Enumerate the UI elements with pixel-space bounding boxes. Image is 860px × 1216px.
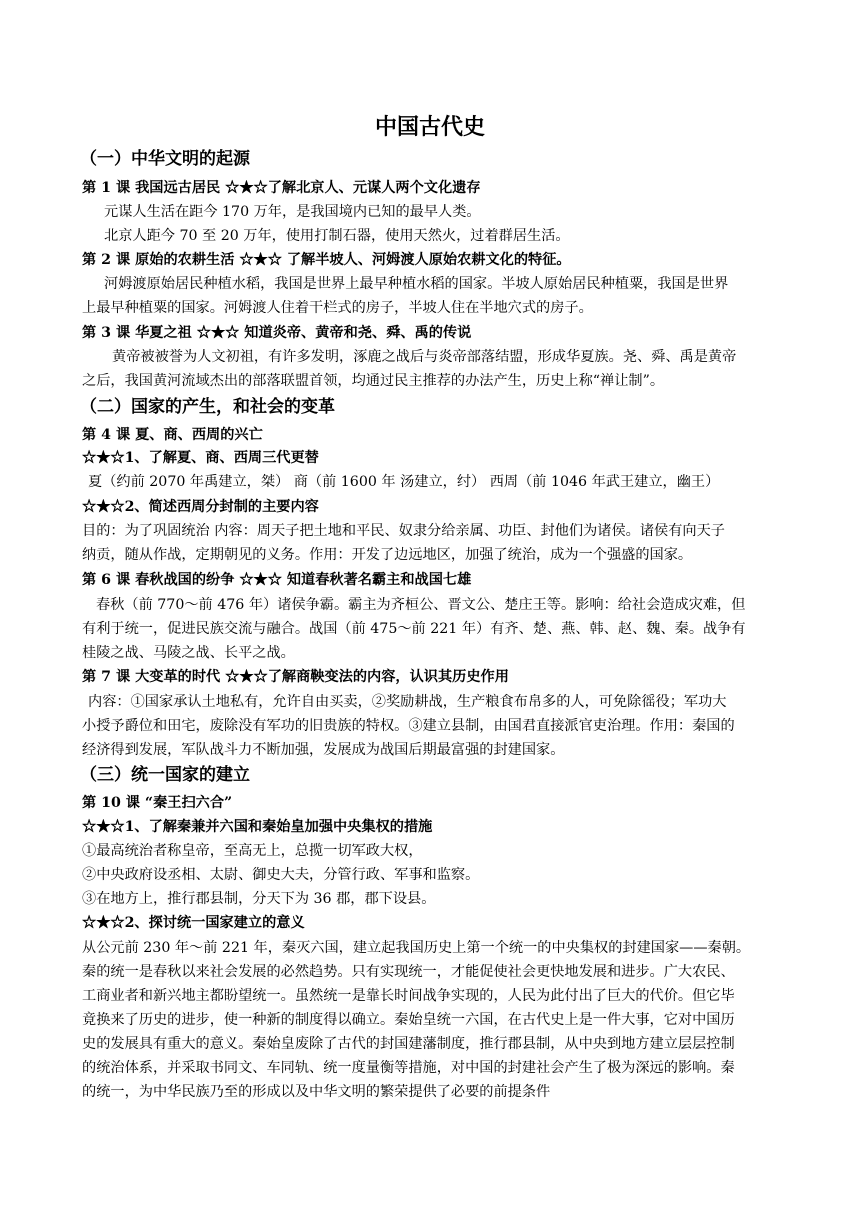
- paragraph-line: 上最早种植粟的国家。河姆渡人住着干栏式的房子，半坡人住在半地穴式的房子。: [82, 300, 593, 316]
- lesson-heading: 第 2 课 原始的农耕生活 ☆★☆ 了解半坡人、河姆渡人原始农耕文化的特征。: [82, 252, 571, 268]
- topic-heading: ☆★☆2、简述西周分封制的主要内容: [82, 499, 319, 515]
- list-item: ②中央政府设丞相、太尉、御史大夫，分管行政、军事和监察。: [82, 867, 480, 883]
- paragraph-line: 的统一，为中华民族乃至的形成以及中华文明的繁荣提供了必要的前提条件: [82, 1084, 551, 1100]
- paragraph-line: 春秋（前 770～前 476 年）诸侯争霸。霸主为齐桓公、晋文公、楚庄王等。影响：给社会造成灾难，但: [96, 597, 746, 613]
- paragraph-line: 史的发展具有重大的意义。秦始皇废除了古代的封国建藩制度，推行郡县制，从中央到地方建立层层控制: [82, 1036, 735, 1052]
- paragraph-line: 小授予爵位和田宅，废除没有军功的旧贵族的特权。③建立县制，由国君直接派官吏治理。作用：秦国的: [82, 718, 735, 734]
- paragraph-line: 元谋人生活在距今 170 万年，是我国境内已知的最早人类。: [104, 204, 481, 220]
- paragraph-line: 秦的统一是春秋以来社会发展的必然趋势。只有实现统一，才能促使社会更快地发展和进步。广大农民、: [82, 964, 735, 980]
- paragraph-line: 目的：为了巩固统治 内容：周天子把土地和平民、奴隶分给亲属、功臣、封他们为诸侯。诸侯有向天子: [82, 523, 725, 539]
- section-heading: （二）国家的产生，和社会的变革: [80, 397, 335, 417]
- page-title: 中国古代史: [374, 114, 485, 140]
- paragraph-line: 有利于统一，促进民族交流与融合。战国（前 475～前 221 年）有齐、楚、燕、韩、赵、魏、秦。战争有: [82, 621, 746, 637]
- lesson-heading: 第 10 课 “秦王扫六合”: [82, 795, 233, 811]
- paragraph-line: 河姆渡原始居民种植水稻，我国是世界上最早种植水稻的国家。半坡人原始居民种植粟，我国是世界: [104, 276, 729, 292]
- paragraph-line: 黄帝被被誉为人文初祖，有许多发明，涿鹿之战后与炎帝部落结盟，形成华夏族。尧、舜、禹是黄帝: [112, 349, 737, 365]
- lesson-heading: 第 3 课 华夏之祖 ☆★☆ 知道炎帝、黄帝和尧、舜、禹的传说: [82, 325, 472, 341]
- paragraph-line: 从公元前 230 年～前 221 年，秦灭六国，建立起我国历史上第一个统一的中央集权的封建国家——秦朝。: [82, 940, 751, 956]
- topic-heading: ☆★☆1、了解秦兼并六国和秦始皇加强中央集权的措施: [82, 819, 433, 835]
- section-heading: （一）中华文明的起源: [80, 149, 250, 169]
- topic-heading: ☆★☆1、了解夏、商、西周三代更替: [82, 450, 319, 466]
- lesson-heading: 第 1 课 我国远古居民 ☆★☆了解北京人、元谋人两个文化遗存: [82, 180, 481, 196]
- paragraph-line: 工商业者和新兴地主都盼望统一。虽然统一是靠长时间战争实现的，人民为此付出了巨大的代价。但它毕: [82, 988, 735, 1004]
- paragraph-line: 的统治体系，并采取书同文、车同轨、统一度量衡等措施，对中国的封建社会产生了极为深远的影响。秦: [82, 1060, 735, 1076]
- paragraph-line: 夏（约前 2070 年禹建立，桀） 商（前 1600 年 汤建立，纣） 西周（前 1046 年武王建立，幽王）: [88, 474, 720, 490]
- section-heading: （三）统一国家的建立: [80, 765, 250, 785]
- paragraph-line: 内容：①国家承认土地私有，允许自由买卖，②奖励耕战，生产粮食布帛多的人，可免除徭役；军功大: [88, 694, 727, 710]
- lesson-heading: 第 6 课 春秋战国的纷争 ☆★☆ 知道春秋著名霸主和战国七雄: [82, 572, 472, 588]
- paragraph-line: 竟换来了历史的进步，使一种新的制度得以确立。秦始皇统一六国，在古代史上是一件大事，它对中国历: [82, 1012, 735, 1028]
- paragraph-line: 经济得到发展，军队战斗力不断加强，发展成为战国后期最富强的封建国家。: [82, 742, 565, 758]
- list-item: ③在地方上，推行郡县制，分天下为 36 郡，郡下设县。: [82, 891, 436, 907]
- paragraph-line: 桂陵之战、马陵之战、长平之战。: [82, 645, 295, 661]
- lesson-heading: 第 7 课 大变革的时代 ☆★☆了解商鞅变法的内容，认识其历史作用: [82, 669, 509, 685]
- list-item: ①最高统治者称皇帝，至高无上，总揽一切军政大权，: [82, 843, 423, 859]
- lesson-heading: 第 4 课 夏、商、西周的兴亡: [82, 427, 263, 443]
- paragraph-line: 北京人距今 70 至 20 万年，使用打制石器，使用天然火，过着群居生活。: [104, 228, 570, 244]
- paragraph-line: 纳贡，随从作战，定期朝见的义务。作用：开发了边远地区，加强了统治，成为一个强盛的国家。: [82, 547, 693, 563]
- topic-heading: ☆★☆2、探讨统一国家建立的意义: [82, 915, 305, 931]
- paragraph-line: 之后，我国黄河流域杰出的部落联盟首领，均通过民主推荐的办法产生，历史上称“禅让制”。: [82, 373, 665, 389]
